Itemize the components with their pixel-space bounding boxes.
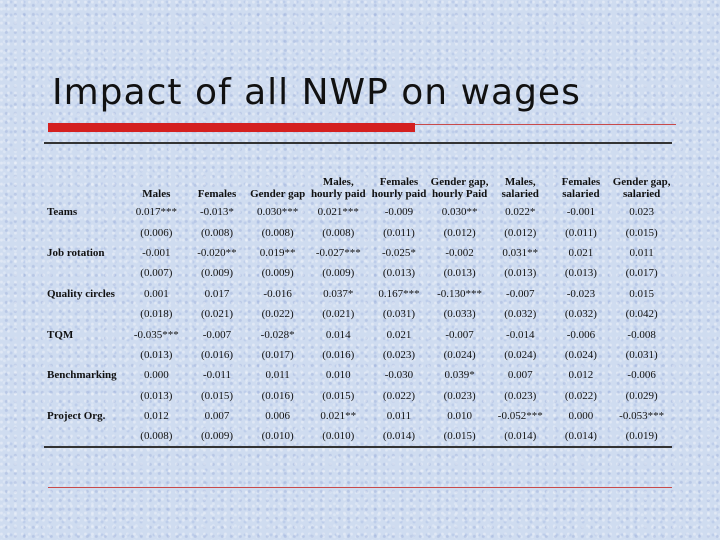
column-header: Gender gap, hourly Paid (430, 176, 489, 200)
table-cell: 0.006 (265, 410, 291, 423)
table-cell: -0.030 (384, 369, 414, 382)
table-cell: -0.006 (627, 369, 656, 382)
table-cell: (0.009) (200, 267, 234, 280)
table-top-rule (44, 142, 672, 144)
column-header: Females (197, 188, 237, 200)
table-cell: 0.037* (323, 287, 354, 300)
table-cell: (0.016) (322, 348, 355, 361)
row-label (44, 386, 126, 406)
table-cell: 0.030*** (257, 206, 299, 219)
table-body (44, 202, 672, 447)
table-row-se (44, 263, 672, 283)
table-cell: (0.017) (261, 348, 294, 361)
table-header (44, 146, 672, 202)
column-header: Gender gap (250, 188, 306, 200)
table-cell: (0.012) (504, 226, 537, 239)
table-row (44, 365, 672, 385)
regression-table-panel (44, 142, 672, 448)
row-label: Quality circles (47, 287, 115, 300)
table-cell: 0.021*** (317, 206, 359, 219)
table-cell: (0.008) (322, 226, 355, 239)
table-cell: (0.014) (504, 430, 537, 443)
table-cell: (0.009) (322, 267, 355, 280)
footer-rule (48, 487, 672, 488)
table-cell: 0.000 (568, 410, 594, 423)
table-cell: 0.021 (386, 328, 412, 341)
table-cell: 0.010 (447, 410, 472, 423)
table-cell: (0.022) (564, 389, 597, 402)
table-cell: (0.024) (504, 348, 537, 361)
table-cell: 0.167*** (378, 287, 420, 300)
header-row (44, 146, 672, 202)
table-cell: (0.017) (625, 267, 658, 280)
title-accent-bar (48, 123, 415, 132)
table-cell: -0.007 (202, 328, 232, 341)
table-cell: (0.014) (382, 430, 415, 443)
table-cell: 0.015 (629, 287, 654, 300)
table-cell: (0.011) (565, 226, 597, 239)
table-cell: -0.020** (197, 246, 237, 259)
table-cell: (0.011) (383, 226, 415, 239)
table-cell: (0.016) (200, 348, 234, 361)
table-cell: (0.042) (625, 308, 658, 321)
table-row-se (44, 222, 672, 242)
table-cell: 0.021** (320, 410, 357, 423)
row-label (44, 304, 126, 324)
row-label: Teams (47, 206, 78, 219)
table-cell: (0.008) (261, 226, 294, 239)
table-cell: -0.006 (566, 328, 596, 341)
table-bottom-rule (44, 446, 672, 448)
table-cell: (0.015) (200, 389, 234, 402)
table-cell: 0.021 (568, 246, 594, 259)
column-header: Males, salaried (501, 176, 539, 200)
table-cell: (0.007) (140, 267, 173, 280)
table-cell: -0.053*** (619, 410, 665, 423)
table-row (44, 243, 672, 263)
table-cell: (0.013) (504, 267, 537, 280)
table-cell: 0.014 (325, 328, 351, 341)
table-cell: (0.033) (443, 308, 476, 321)
table-cell: -0.052*** (497, 410, 543, 423)
row-label (44, 263, 126, 283)
table-cell: 0.011 (265, 369, 290, 382)
table-cell: -0.009 (384, 206, 414, 219)
table-cell: (0.018) (140, 308, 173, 321)
header-stub (44, 146, 126, 202)
table-cell: 0.001 (143, 287, 169, 300)
table-cell: (0.023) (382, 348, 415, 361)
table-cell: (0.019) (625, 430, 658, 443)
table-cell: (0.013) (564, 267, 597, 280)
table-cell: 0.023 (629, 206, 654, 219)
table-cell: (0.012) (443, 226, 476, 239)
table-cell: 0.011 (629, 246, 654, 259)
row-label (44, 345, 126, 365)
table-cell: (0.031) (382, 308, 415, 321)
table-cell: 0.017*** (135, 206, 177, 219)
table-cell: (0.031) (625, 348, 658, 361)
table-cell: -0.035*** (133, 328, 179, 341)
table-cell: (0.016) (261, 389, 294, 402)
table-cell: -0.011 (202, 369, 231, 382)
column-header: Males, hourly paid (310, 176, 366, 200)
table-cell: (0.029) (625, 389, 658, 402)
table-cell: -0.001 (142, 246, 171, 259)
slide-title: Impact of all NWP on wages (52, 72, 581, 113)
table-cell: (0.013) (382, 267, 415, 280)
row-label (44, 222, 126, 242)
row-label (44, 426, 126, 446)
table-cell: (0.013) (140, 348, 173, 361)
table-cell: -0.130*** (437, 287, 483, 300)
table-cell: (0.006) (140, 226, 173, 239)
table-cell: -0.025* (381, 246, 416, 259)
table-row (44, 406, 672, 426)
table-cell: 0.000 (143, 369, 169, 382)
table-cell: (0.023) (504, 389, 537, 402)
regression-table (44, 146, 672, 447)
table-cell: 0.031** (502, 246, 539, 259)
table-cell: 0.022* (505, 206, 536, 219)
table-cell: -0.028* (260, 328, 295, 341)
table-cell: -0.007 (506, 287, 535, 300)
row-label: Project Org. (47, 410, 106, 423)
column-header: Males (142, 188, 171, 200)
table-cell: (0.010) (322, 430, 355, 443)
table-cell: -0.016 (263, 287, 292, 300)
table-row (44, 202, 672, 222)
table-cell: 0.030** (441, 206, 478, 219)
table-cell: -0.014 (506, 328, 535, 341)
table-cell: 0.039* (444, 369, 475, 382)
table-cell: (0.013) (140, 389, 173, 402)
table-cell: 0.017 (204, 287, 230, 300)
table-cell: 0.011 (386, 410, 412, 423)
table-cell: -0.008 (627, 328, 656, 341)
table-cell: (0.015) (625, 226, 658, 239)
table-cell: (0.022) (382, 389, 415, 402)
table-cell: (0.015) (443, 430, 476, 443)
table-cell: (0.013) (443, 267, 476, 280)
row-label: Benchmarking (47, 369, 117, 382)
table-row (44, 284, 672, 304)
table-cell: 0.019** (259, 246, 296, 259)
table-cell: (0.024) (443, 348, 476, 361)
table-cell: -0.001 (566, 206, 596, 219)
table-cell: (0.022) (261, 308, 294, 321)
table-cell: -0.013* (200, 206, 234, 219)
title-underline (415, 124, 676, 125)
table-cell: -0.023 (566, 287, 596, 300)
table-cell: 0.007 (204, 410, 230, 423)
table-cell: (0.032) (504, 308, 537, 321)
table-cell: (0.023) (443, 389, 476, 402)
table-row-se (44, 426, 672, 446)
row-label: Job rotation (47, 246, 105, 259)
column-header: Females hourly paid (371, 176, 427, 200)
table-cell: 0.007 (507, 369, 533, 382)
table-cell: 0.012 (143, 410, 169, 423)
table-cell: (0.009) (261, 267, 294, 280)
table-cell: -0.027*** (315, 246, 361, 259)
table-cell: (0.032) (564, 308, 597, 321)
table-row-se (44, 386, 672, 406)
column-header: Gender gap, salaried (612, 176, 671, 200)
table-cell: (0.021) (322, 308, 355, 321)
table-cell: (0.008) (200, 226, 234, 239)
table-cell: 0.010 (325, 369, 351, 382)
table-cell: -0.002 (445, 246, 474, 259)
table-cell: (0.024) (564, 348, 597, 361)
table-cell: 0.012 (568, 369, 594, 382)
table-cell: (0.021) (200, 308, 234, 321)
row-label: TQM (47, 328, 74, 341)
table-row (44, 324, 672, 344)
table-cell: (0.014) (564, 430, 597, 443)
table-cell: (0.010) (261, 430, 294, 443)
table-row-se (44, 304, 672, 324)
table-cell: (0.008) (140, 430, 173, 443)
table-cell: (0.015) (322, 389, 355, 402)
table-cell: (0.009) (200, 430, 234, 443)
table-cell: -0.007 (445, 328, 474, 341)
table-row-se (44, 345, 672, 365)
column-header: Females salaried (561, 176, 601, 200)
